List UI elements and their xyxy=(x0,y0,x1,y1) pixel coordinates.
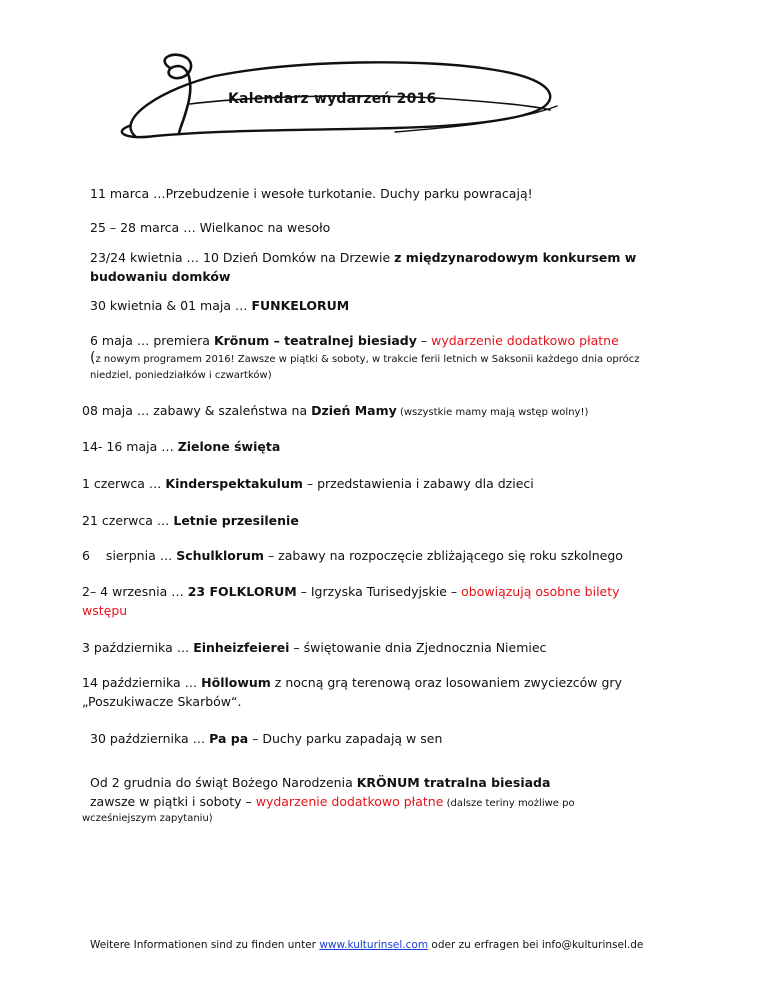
event-item-solstice: 21 czerwca … Letnie przesilenie xyxy=(82,513,299,528)
event-item-pa-pa: 30 października … Pa pa – Duchy parku zapadają w sen xyxy=(90,731,443,746)
event-note-kronum-schedule: (z nowym programem 2016! Zawsze w piątki & soboty, w trakcie ferii letnich w Saksonii każdego dnia oprócz niedziel, poniedziałków i czwartków) xyxy=(90,350,640,381)
event-item-einheizfeierei: 3 października … Einheizfeierei – świętowanie dnia Zjednocznia Niemiec xyxy=(82,640,547,655)
event-item-mothers-day: 08 maja … zabawy & szaleństwa na Dzień Mamy (wszystkie mamy mają wstęp wolny!) xyxy=(82,403,589,418)
event-item-folklorum: 2– 4 wrzesnia … 23 FOLKLORUM – Igrzyska Turisedyjskie – obowiązują osobne bilety wstępu xyxy=(82,584,620,618)
event-item-pentecost: 14- 16 maja … Zielone święta xyxy=(82,439,281,454)
website-link[interactable]: www.kulturinsel.com xyxy=(319,939,429,951)
event-item-kronum-december: Od 2 grudnia do świąt Bożego Narodzenia KRÖNUM tratralna biesiada zawsze w piątki i soboty – wydarzenie dodatkowo płatne (dalsze teriny możliwe po xyxy=(90,775,575,809)
event-item-funkelorum: 30 kwietnia & 01 maja … FUNKELORUM xyxy=(90,298,350,313)
event-item-hollowum: 14 października … Höllowum z nocną grą terenową oraz losowaniem zwyciezców gry „Poszukiwacze Skarbów“. xyxy=(82,675,622,709)
footer-info: Weitere Informationen sind zu finden unter www.kulturinsel.com oder zu erfragen bei info@kulturinsel.de xyxy=(90,939,644,951)
paid-event-note: wydarzenie dodatkowo płatne xyxy=(255,794,444,809)
event-item-treehouse-day: 23/24 kwietnia … 10 Dzień Domków na Drzewie z międzynarodowym konkursem w budowaniu domków xyxy=(90,250,637,284)
paid-event-note: wydarzenie dodatkowo płatne xyxy=(431,333,619,348)
event-item-easter: 25 – 28 marca … Wielkanoc na wesoło xyxy=(90,220,331,235)
event-note-december-dates: wcześniejszym zapytaniu) xyxy=(82,813,213,824)
separate-tickets-note: obowiązują osobne bilety xyxy=(461,584,620,599)
event-item-schulklorum: 6 sierpnia … Schulklorum – zabawy na rozpoczęcie zbliżającego się roku szkolnego xyxy=(82,548,623,563)
event-item-kronum-premiere: 6 maja … premiera Krönum – teatralnej biesiady – wydarzenie dodatkowo płatne xyxy=(90,333,619,348)
event-item-kinderspektakulum: 1 czerwca … Kinderspektakulum – przedstawienia i zabawy dla dzieci xyxy=(82,476,534,491)
page-title: Kalendarz wydarzeń 2016 xyxy=(228,91,437,107)
event-item-march-11: 11 marca …Przebudzenie i wesołe turkotanie. Duchy parku powracają! xyxy=(90,186,533,201)
